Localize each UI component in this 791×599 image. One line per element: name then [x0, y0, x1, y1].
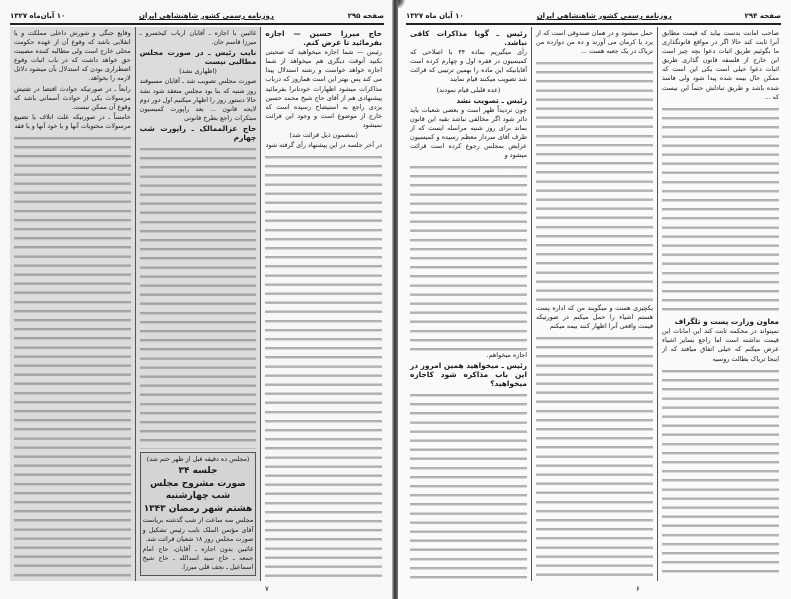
paragraph: (بمضمون ذیل قرائت شد): [289, 131, 358, 140]
paragraph: یکچیزی هست و میگویند من که اداره پست هستم اشیاء را حمل میکنم در صورتیکه قیمت واقعی آنرا اظهار کنند بیمه میکنم: [536, 304, 653, 331]
paragraph: رئیس — شما اجازه میخواهید که صحبتی بکنید آنوقت دیگری هم میخواهد از شما اجازه خواهد خواست و رشته استدلال پیدا می کند پس بهتر این است هماروز که درباب مذاکرات میشود اظهارات خودتانرا بفرمائید پیشنهادی هم از آقای حاج شیخ محمد حسین یزدی راجع به استیضاح رسیده است که خارج از موضوع است و وجود این قرائت نمیشود: [265, 48, 382, 129]
paragraph: رابعاً ـ در صورتیکه حوادث اقتضا در تفتیش مرسولات یکی از حوادث آسمانی باشد که وقوع آن ممکن نیست.: [13, 84, 131, 111]
speaker-heading: رئیس ـ گویا مذاکرات کافی نباشد.: [410, 29, 527, 48]
book-gutter: [392, 0, 398, 599]
column-right: [658, 27, 783, 581]
paragraph: اجازه میخواهم.: [486, 350, 527, 359]
newspaper-title: روزنامه رسمی کشور شاهنشاهی ایران: [536, 12, 672, 20]
speaker-heading: رئیس ـ تصویب نشد: [456, 95, 527, 105]
newspaper-title: روزنامه رسمی کشور شاهنشاهی ایران: [138, 12, 274, 20]
printed-text-lines: [410, 391, 527, 579]
issue-date: ۱۰ آبان‌ماه ۱۳۲۷: [10, 12, 66, 20]
speaker-heading: رئیس ـ میخواهید همین امروز در این باب مذاکره شود کاجازه میخواهید؟: [410, 361, 527, 389]
paragraph: چون تردیداً ظهر است و بعضی شعبات باید دائر شود اگر مخالفی نباشد بقیه این قانون بماند برای روز شنبه مراسله ایست که از طرف آقای سردار معظم رسیده و کمیسیون عرایض بمجلس رجوع کرده است قرائت میشود و: [410, 105, 527, 160]
paragraph: (اظهاری نشد): [179, 67, 217, 76]
printed-text-lines: [662, 367, 779, 579]
left-page: [0, 0, 394, 599]
paragraph: مجلس سه ساعت از شب گذشته بریاست آقای مؤتمن الملک نایب رئیس تشکیل و صورت مجلس روز ۱۸ شعبان قرائت شد.: [142, 516, 254, 543]
session-heading: هشتم شهر رمضان ۱۳۴۳: [143, 504, 253, 515]
paragraph: نمیتواند در محکمه ثابت کند این امانات این قیمت نداشته است اما راجع بسایر اشیاء عرض میکنم که خیلی اتفاق میافتد که از اینجا تریاک بطالت روسیه: [662, 327, 779, 363]
paragraph: در آخر جلسه در این پیشنهاد رأی گرفته شود: [265, 141, 382, 150]
speaker-heading: معاون وزارت پست و تلگراف: [674, 317, 779, 327]
printed-text-lines: [140, 145, 257, 449]
paragraph: وقایع جنگی و شورش داخلی مملکت و یا انقلابی باشد که وقوع آن از عهده حکومت محلی خارج است ولی مطالبه کننده مصیبت حق خواهد داشت که در باب اثبات وقوع اضطراری بودن که استدلال بآن میشود دلائل لازمه را بخواهد.: [13, 29, 131, 83]
section-block: [536, 304, 653, 332]
speaker-heading: حاج عزالممالک ـ راپورت شب چهارم: [139, 123, 257, 143]
column-left: [10, 27, 136, 581]
page-number-label: صفحه ۲۹۴: [744, 12, 781, 20]
column-right: [261, 27, 386, 581]
page-number-label: صفحه ۲۹۵: [347, 12, 384, 20]
speaker-heading: حاج میرزا حسین — اجازه بفرمائید تا عرض کنم.: [265, 29, 382, 48]
column-middle: [532, 27, 658, 581]
paragraph: (مجلس ده دقیقه قبل از ظهر ختم شد): [146, 455, 250, 464]
section-block: [140, 452, 257, 576]
printed-text-lines: [536, 59, 653, 304]
printed-text-lines: [410, 163, 527, 351]
column-middle: [136, 27, 262, 581]
issue-date: ۱۰ آبان ماه ۱۳۲۷: [406, 12, 464, 20]
paragraph: رأی میگیریم بماده ۴۴ با اصلاحی که کمیسیون در فقره اول و چهارم کرده است آقایانیکه این ماده را بهمین ترتیبی که قرائت شد تصویب میکنند قیام نمایند: [410, 48, 527, 84]
printed-text-lines: [265, 153, 382, 579]
section-block: [410, 351, 527, 389]
paragraph: صورت مجلس تصویب شد ـ آقایان مسبوقند روز شنبه که بنا بود مجلس منعقد شود نشد حالا دستور روز را اظهار میکنیم اول دور دوم لایحه قانون ... بعد راپورت کمیسیون مبتکرات راجع بطرح قانونی: [139, 77, 257, 122]
column-left: [406, 27, 532, 581]
printed-text-lines: [536, 334, 653, 579]
right-page: [396, 0, 791, 599]
section-block: [662, 317, 779, 364]
page-footer-number: ۶: [636, 585, 640, 593]
printed-text-lines: [14, 134, 131, 579]
speaker-heading: نایب رئیس ـ در صورت مجلس مطالبی نیست: [139, 48, 257, 67]
paragraph: غائبین بدون اجازه ـ آقایان، حاج امام جمعه ـ حاج سید اسدالله ـ حاج شیخ اسماعیل ـ نجف قلی میرزا.: [142, 544, 254, 571]
printed-text-lines: [662, 105, 779, 317]
session-heading: صورت مشروح مجلس شب چهارشنبه: [150, 479, 246, 502]
page-header: [10, 9, 384, 25]
paragraph: حمل میشود و در همان صندوقی است که از یزد یا کرمان می آورند و ده من دوازده من تریاک در یک جعبه هست ...: [536, 29, 653, 56]
session-heading: جلسه ۳۴: [178, 466, 218, 477]
page-header: [406, 9, 781, 25]
page-footer-number: ۷: [265, 585, 269, 593]
paragraph: غائبین با اجازه ـ آقایان ارباب کیخسرو ـ میرزا قاسم خان.: [139, 29, 257, 47]
paragraph: (عده قلیلی قیام نمودند): [436, 85, 501, 94]
paragraph: صاحب امانت بدست بیاید که قیمت مطابق آنرا ثابت کند حالا اگر در مواقع قانونگذاری ما بگوئیم طریق اثبات دعوا بچه چیز است این خارج از فلسفه قانون گذاری طریق اثبات دعوا خیلی است یکی این است که ممکن حال بیمه شده پیدا شود ولی فاسد شده باشد و طریق تبادلش حتماً این نیست که ...: [662, 29, 779, 101]
paragraph: خامساً ـ در صورتیکه علت اتلاف یا تضییع مرسولات محتویات آنها و یا خود آنها و یا فقد: [13, 112, 131, 130]
